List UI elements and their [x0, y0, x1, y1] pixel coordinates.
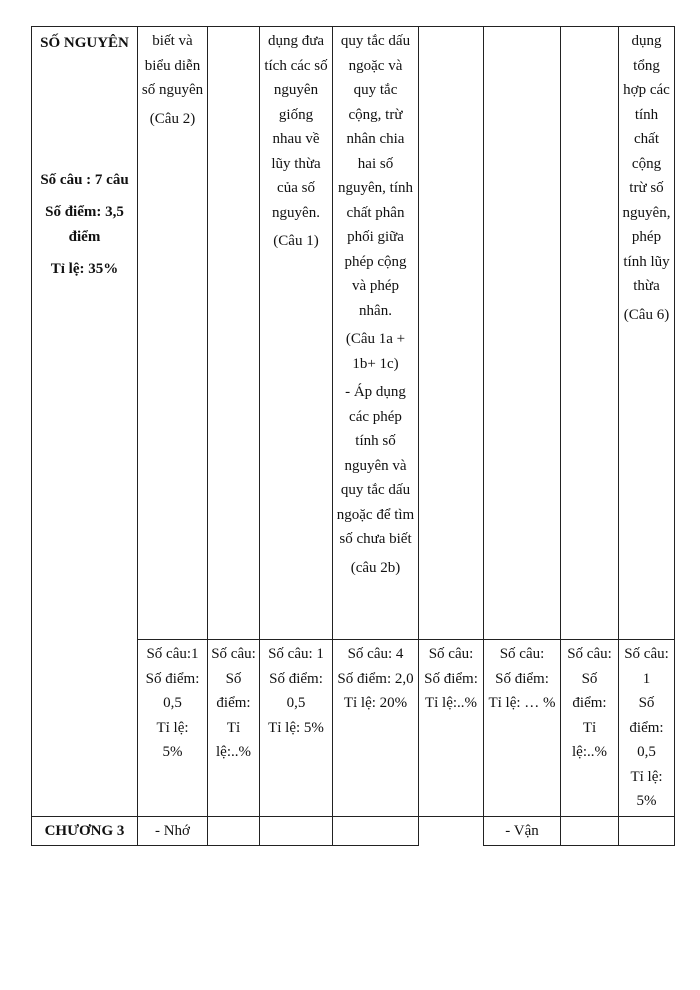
desc-cell-3	[260, 27, 333, 640]
stats-cell-1: Số câu:1 Số điểm: 0,5 Tỉ lệ: 5%	[138, 640, 208, 817]
empty-cell	[419, 816, 484, 846]
desc-ref: (Câu 1a + 1b+ 1c)	[345, 331, 406, 372]
desc-text: - Áp dụng các phép tính số nguyên và quy tắc dấu ngoặc để tìm số chưa biết	[336, 384, 415, 547]
stats-cell-3: Số câu: 1 Số điểm: 0,5 Tỉ lệ: 5%	[260, 640, 333, 817]
topic-points: Số điểm: 3,5 điểm	[45, 204, 124, 245]
desc-text: biết và biểu diễn số nguyên	[141, 33, 204, 98]
desc-cell-4	[333, 27, 419, 640]
empty-cell	[561, 816, 619, 846]
desc-text: quy tắc dấu ngoặc và quy tắc cộng, trừ nhân chia hai số nguyên, tính chất phân phối giữa phép cộng và phép nhân.	[338, 33, 413, 319]
topic-title: SỐ NGUYÊN	[40, 35, 129, 51]
desc-ref: (câu 2b)	[350, 559, 401, 576]
topic-num-questions: Số câu : 7 câu	[40, 171, 129, 188]
empty-cell	[333, 816, 419, 846]
empty-cell	[561, 27, 619, 640]
empty-cell	[208, 816, 260, 846]
empty-cell	[260, 816, 333, 846]
desc-cell-1	[138, 27, 208, 640]
chapter-row	[32, 816, 675, 846]
chapter-desc-6: - Vận	[484, 816, 561, 846]
stats-cell-4: Số câu: 4 Số điểm: 2,0 Tỉ lệ: 20%	[333, 640, 419, 817]
topic-ratio: Tỉ lệ: 35%	[50, 261, 119, 277]
stats-cell-5: Số câu: Số điểm: Tỉ lệ:..%	[419, 640, 484, 817]
content-row	[32, 27, 675, 640]
desc-ref: (Câu 6)	[623, 306, 670, 323]
stats-cell-2: Số câu: Số điểm: Tỉ lệ:..%	[208, 640, 260, 817]
desc-cell-8	[619, 27, 675, 640]
empty-cell	[208, 27, 260, 640]
matrix-table	[31, 26, 675, 846]
desc-text: dụng tổng hợp các tính chất cộng trừ số nguyên, phép tính lũy thừa	[622, 33, 671, 294]
stats-cell-6: Số câu: Số điểm: Tỉ lệ: … %	[484, 640, 561, 817]
empty-cell	[419, 27, 484, 640]
desc-text: dụng đưa tích các số nguyên giống nhau về lũy thừa của số nguyên.	[264, 33, 328, 221]
stats-cell-8: Số câu: 1 Số điểm: 0,5 Tỉ lệ: 5%	[619, 640, 675, 817]
empty-cell	[619, 816, 675, 846]
stats-cell-7: Số câu: Số điểm: Tỉ lệ:..%	[561, 640, 619, 817]
desc-ref: (Câu 2)	[149, 110, 196, 127]
empty-cell	[484, 27, 561, 640]
chapter-title: CHƯƠNG 3	[32, 816, 138, 846]
topic-cell	[32, 27, 138, 817]
desc-ref: (Câu 1)	[273, 233, 319, 249]
chapter-desc-1: - Nhớ	[138, 816, 208, 846]
